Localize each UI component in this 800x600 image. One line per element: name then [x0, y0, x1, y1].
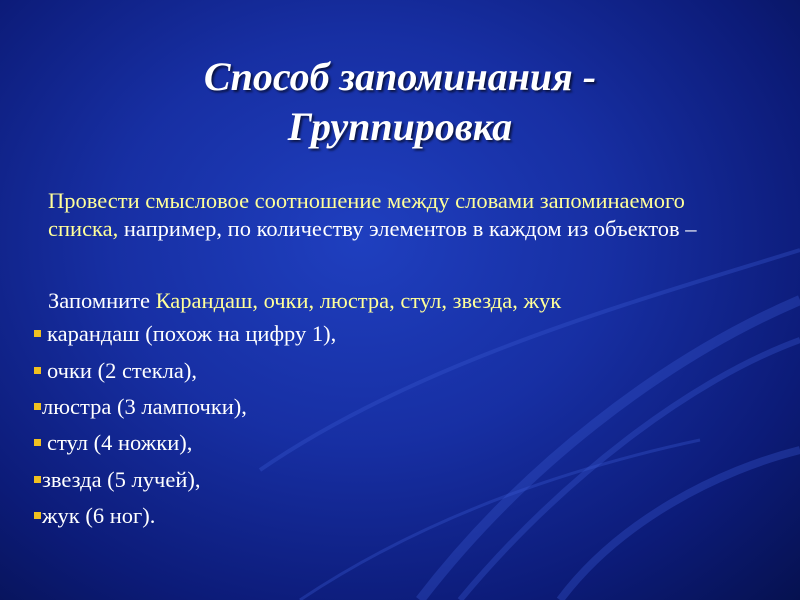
- remember-line: [48, 287, 788, 315]
- list-item: [34, 357, 197, 385]
- list-item-text: очки (2 стекла),: [47, 358, 198, 383]
- intro-highlight: Провести смысловое соотношение между словами запоминаемого списка,: [48, 188, 685, 241]
- square-bullet-icon: [34, 367, 41, 374]
- slide-title-line1: Способ запоминания -: [203, 54, 597, 99]
- list-item: [34, 466, 201, 494]
- square-bullet-icon: [34, 439, 41, 446]
- intro-paragraph: [48, 187, 748, 243]
- square-bullet-icon: [34, 476, 41, 483]
- slide-title: [0, 52, 800, 152]
- list-item-text: жук (6 ног).: [42, 503, 156, 528]
- slide-title-line2: Группировка: [287, 104, 513, 149]
- list-item-text: стул (4 ножки),: [47, 430, 193, 455]
- square-bullet-icon: [34, 403, 41, 410]
- intro-rest: например, по количеству элементов в каждом из объектов –: [118, 216, 697, 241]
- square-bullet-icon: [34, 512, 41, 519]
- remember-prefix: Запомните: [48, 288, 156, 313]
- list-item: [34, 393, 247, 421]
- list-item: [34, 320, 336, 348]
- list-item-text: карандаш (похож на цифру 1),: [47, 321, 337, 346]
- remember-words: Карандаш, очки, люстра, стул, звезда, жук: [155, 288, 562, 313]
- list-item-text: люстра (3 лампочки),: [42, 394, 247, 419]
- square-bullet-icon: [34, 330, 41, 337]
- list-item: [34, 429, 192, 457]
- list-item-text: звезда (5 лучей),: [42, 467, 201, 492]
- list-item: [34, 502, 155, 530]
